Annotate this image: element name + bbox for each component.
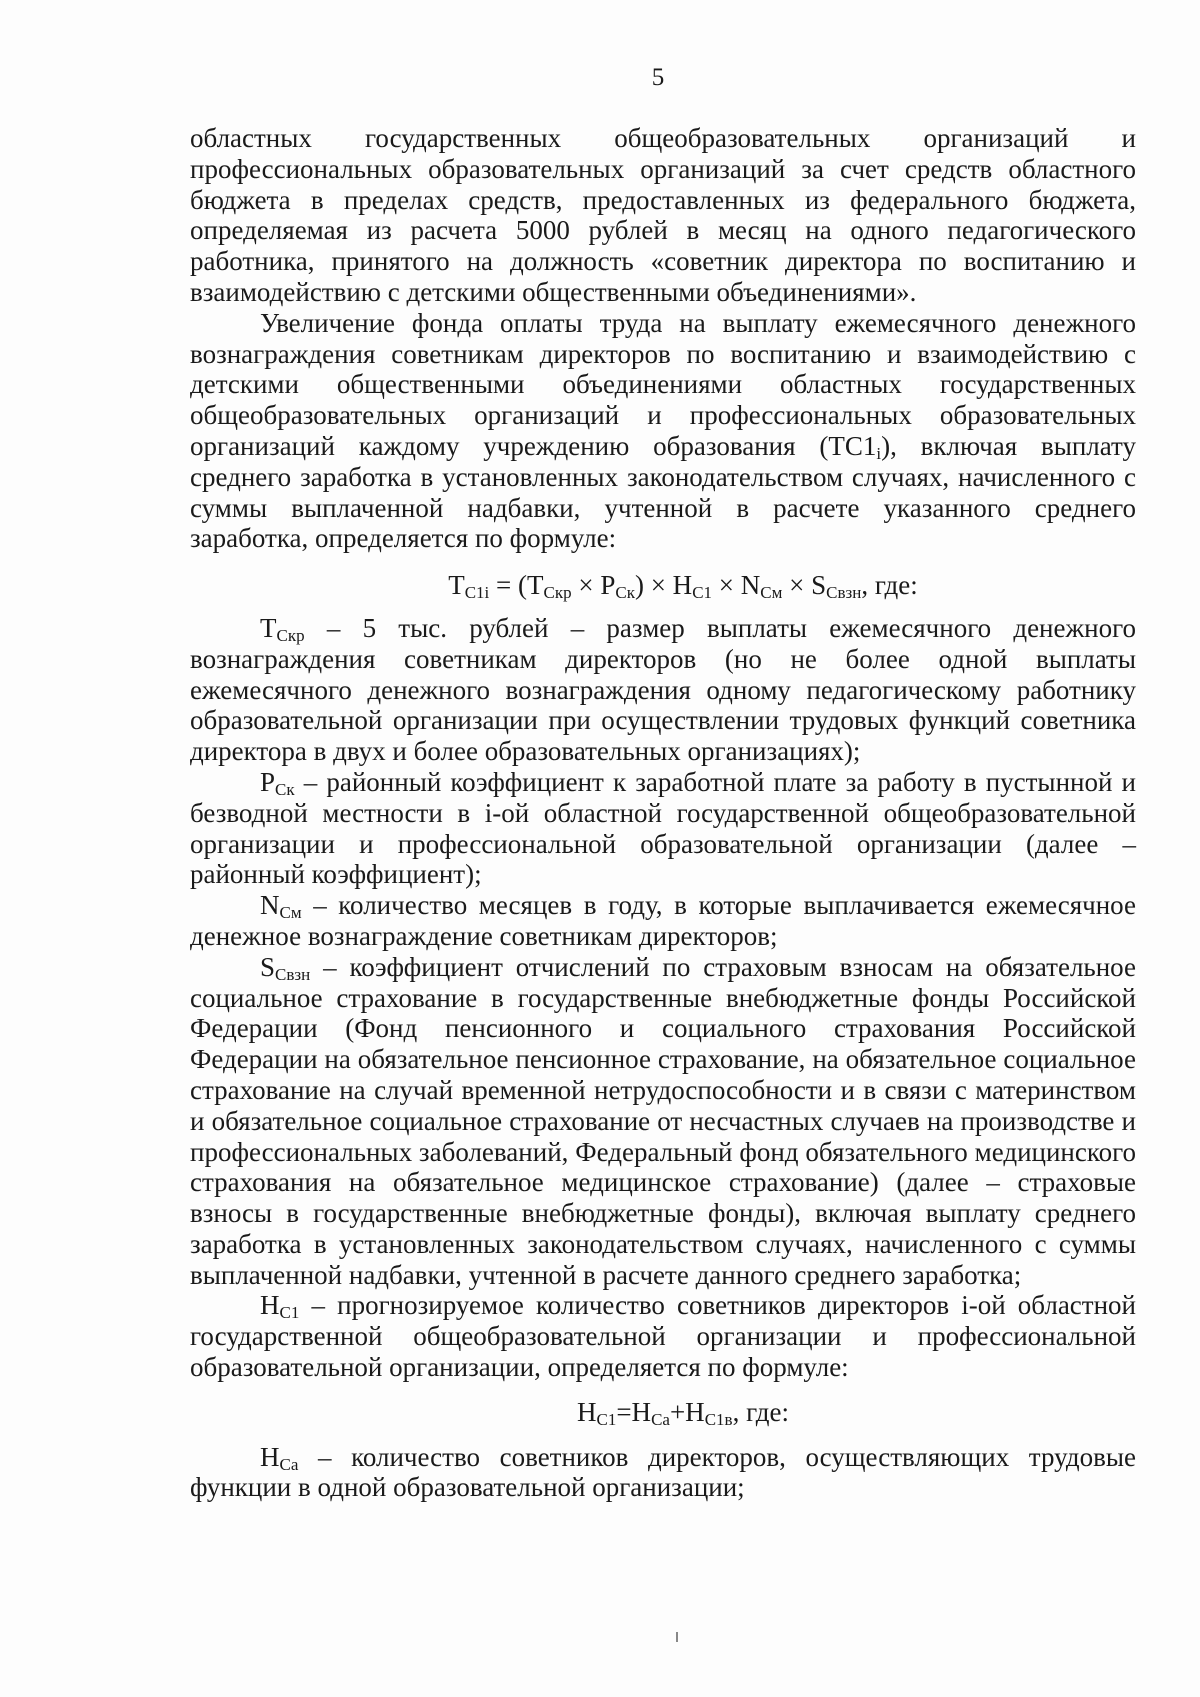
definition-text: – районный коэффициент к заработной плате за работу в пустынной и безводной местности в i-ой областной государственной общеобразовательной организации и профессиональной образовательной организации (далее – районный коэффициент); (190, 766, 1136, 890)
definition-symbol: $S_{Свзн}$ (260, 951, 311, 984)
paragraph-text: Увеличение фонда оплаты труда на выплату ежемесячного денежного вознаграждения советникам директоров по воспитанию и взаимодействию с детскими общественными объединениями областных государственных общеобразовательных организаций и профессиональных образовательных организаций каждому учреждению образования (ТС1 (190, 307, 1136, 461)
scan-mark (676, 1632, 678, 1642)
paragraph-intro: областных государственных общеобразовательных организаций и профессиональных образовательных организаций за счет средств областного бюджета в пределах средств, предоставленных из федерального бюджета, определяемая из расчета 5000 рублей в месяц на одного педагогического работника, принятого на должность «советник директора по воспитанию и взаимодействию с детскими общественными объединениями». (190, 123, 1136, 307)
formula-symbol: × Р (571, 570, 616, 601)
definition-text: – коэффициент отчислений по страховым взносам на обязательное социальное страхование в государственные внебюджетные фонды Российской Федерации (Фонд пенсионного и социального страхования Российской Федерации на обязательное пенсионное страхование, на обязательное социальное страхование на случай временной нетрудоспособности и в связи с материнством и обязательное социальное страхование от несчастных случаев на производстве и профессиональных заболеваний, Федеральный фонд обязательного медицинского страхования на обязательное медицинское страхование) (далее – страховые взносы в государственные внебюджетные фонды), включая выплату среднего заработка в установленных законодательством случаях, начисленного с суммы выплаченной надбавки, учтенной в расчете данного среднего заработка; (190, 951, 1136, 1290)
definition-symbol: $Р_{Ск}$ (260, 766, 295, 799)
definition-text: – количество советников директоров, осуществляющих трудовые функции в одной образовательной организации; (190, 1441, 1136, 1503)
definition-symbol: $Н_{С1}$ (260, 1290, 300, 1323)
definition-symbol: $Т_{Скр}$ (260, 612, 305, 645)
formula-subscript: Свзн (826, 583, 862, 603)
formula-symbol: , где: (732, 1396, 790, 1427)
formula-symbol: =Н (616, 1396, 652, 1427)
paragraph-text: ), включая выплату среднего заработка в установленных законодательством случаях, начисленного с суммы выплаченной надбавки, учтенной в расчете указанного среднего заработка, определяется по формуле: (190, 430, 1136, 554)
definition-hca (190, 1442, 1136, 1504)
document-body (190, 123, 1136, 1503)
formula-subscript: С1 (596, 1409, 617, 1429)
formula-symbol: × S (782, 570, 827, 601)
formula-symbol: Т (448, 570, 465, 601)
definition-ssvzn (190, 952, 1136, 1291)
formula-subscript: См (760, 583, 783, 603)
formula-symbol: ) × Н (634, 570, 693, 601)
formula-symbol: Н (576, 1396, 597, 1427)
definition-text: – количество месяцев в году, в которые выплачивается ежемесячное денежное вознаграждение советникам директоров; (190, 890, 1136, 951)
definition-nsm (190, 890, 1136, 952)
definition-symbol: $Н_{Са}$ (260, 1441, 299, 1474)
formula-symbol: × N (712, 570, 761, 601)
page-number: 5 (651, 64, 665, 91)
formula-subscript: Ск (615, 583, 635, 603)
definition-text: – 5 тыс. рублей – размер выплаты ежемесячного денежного вознаграждения советникам директоров (но не более одной выплаты ежемесячного денежного вознаграждения одному педагогическому работнику образовательной организации при осуществлении трудовых функций советника директора в двух и более образовательных организациях); (190, 612, 1136, 767)
definition-symbol: $N_{См}$ (260, 890, 302, 923)
definition-rsk (190, 767, 1136, 890)
subscript: i (876, 443, 882, 463)
formula-subscript: Са (651, 1409, 670, 1429)
formula-hc1 (190, 1397, 1136, 1428)
formula-symbol: +Н (669, 1396, 705, 1427)
formula-subscript: С1 (692, 583, 713, 603)
formula-subscript: Скр (543, 583, 572, 603)
paragraph-fund-increase (190, 308, 1136, 554)
formula-subscript: С1в (704, 1409, 733, 1429)
formula-tc1i (190, 570, 1136, 601)
formula-symbol: , где: (861, 570, 918, 601)
definition-text: – прогнозируемое количество советников директоров i-ой областной государственной общеобразовательной организации и профессиональной образовательной организации, определяется по формуле: (190, 1290, 1136, 1383)
formula-symbol: = (Т (489, 570, 544, 601)
definition-hc1 (190, 1290, 1136, 1382)
definition-tskr (190, 613, 1136, 767)
formula-subscript: C1i (464, 583, 490, 603)
